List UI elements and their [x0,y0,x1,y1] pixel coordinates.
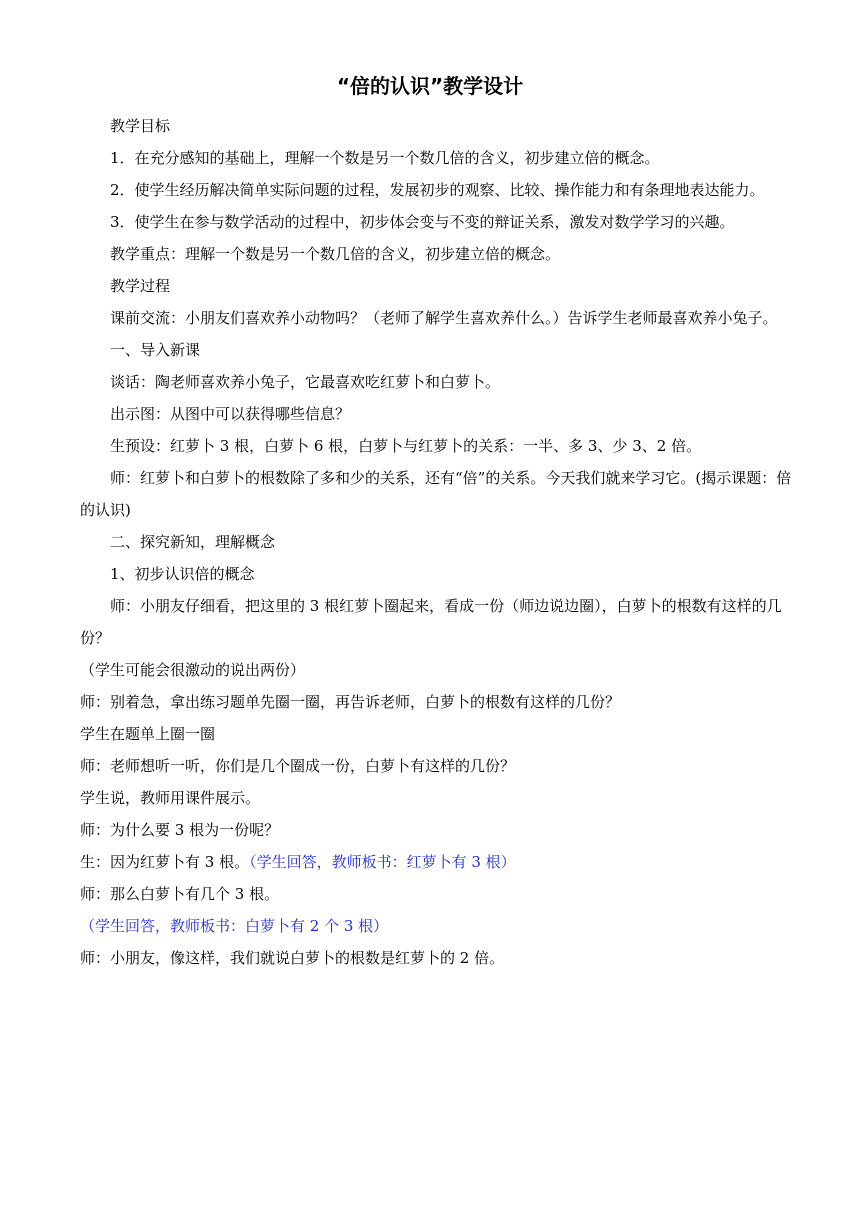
paragraph-students-circle: 学生在题单上圈一圈 [80,725,216,743]
board-note-white: （学生回答，教师板书：白萝卜有 2 个 3 根） [80,917,389,935]
paragraph-teacher-how-many: 师：那么白萝卜有几个 3 根。 [80,885,280,903]
paragraph-students-say: 学生说，教师用课件展示。 [80,789,261,807]
paragraph-pre-class: 课前交流：小朋友们喜欢养小动物吗？（老师了解学生喜欢养什么。）告诉学生老师最喜欢养小兔子。 [110,309,778,327]
paragraph-key-point: 教学重点：理解一个数是另一个数几倍的含义，初步建立倍的概念。 [110,245,561,263]
paragraph-teacher-intro: 师：红萝卜和白萝卜的根数除了多和少的关系，还有“倍”的关系。今天我们就来学习它。(揭示课题：倍的认识) [80,469,792,519]
paragraph-objective-3: 3．使学生在参与数学活动的过程中，初步体会变与不变的辩证关系，激发对数学学习的兴趣。 [110,213,735,231]
document-title: “倍的认识”教学设计 [336,74,524,98]
paragraph-section-1-heading: 一、导入新课 [110,341,201,359]
paragraph-subsection-1-heading: 1、初步认识倍的概念 [110,565,255,583]
paragraph-student-prediction: 生预设：红萝卜 3 根，白萝卜 6 根，白萝卜与红萝卜的关系：一半、多 3、少 3、2 倍。 [110,437,702,455]
document-body [80,110,792,974]
paragraph-student-excited: （学生可能会很激动的说出两份） [80,661,306,679]
student-answer-text: 生：因为红萝卜有 3 根。 [80,853,250,871]
paragraph-objectives-heading: 教学目标 [110,117,171,135]
paragraph-section-2-heading: 二、探究新知，理解概念 [110,533,276,551]
paragraph-teacher-why: 师：为什么要 3 根为一份呢？ [80,821,280,839]
board-note-red: （学生回答，教师板书：红萝卜有 3 根） [249,853,516,871]
paragraph-teacher-listen: 师：老师想听一听，你们是几个圈成一份，白萝卜有这样的几份？ [80,757,516,775]
paragraph-process-heading: 教学过程 [110,277,171,295]
paragraph-student-answer [80,846,792,878]
paragraph-show-picture: 出示图：从图中可以获得哪些信息？ [110,405,351,423]
paragraph-talk: 谈话：陶老师喜欢养小兔子，它最喜欢吃红萝卜和白萝卜。 [110,373,501,391]
paragraph-teacher-worksheet: 师：别着急，拿出练习题单先圈一圈，再告诉老师，白萝卜的根数有这样的几份？ [80,693,621,711]
paragraph-objective-1: 1．在充分感知的基础上，理解一个数是另一个数几倍的含义，初步建立倍的概念。 [110,149,660,167]
paragraph-teacher-conclusion: 师：小朋友，像这样，我们就说白萝卜的根数是红萝卜的 2 倍。 [80,949,505,967]
paragraph-objective-2: 2．使学生经历解决简单实际问题的过程，发展初步的观察、比较、操作能力和有条理地表达能力。 [110,181,765,199]
paragraph-teacher-circle: 师：小朋友仔细看，把这里的 3 根红萝卜圈起来，看成一份（师边说边圈），白萝卜的根数有这样的几份？ [80,597,782,647]
